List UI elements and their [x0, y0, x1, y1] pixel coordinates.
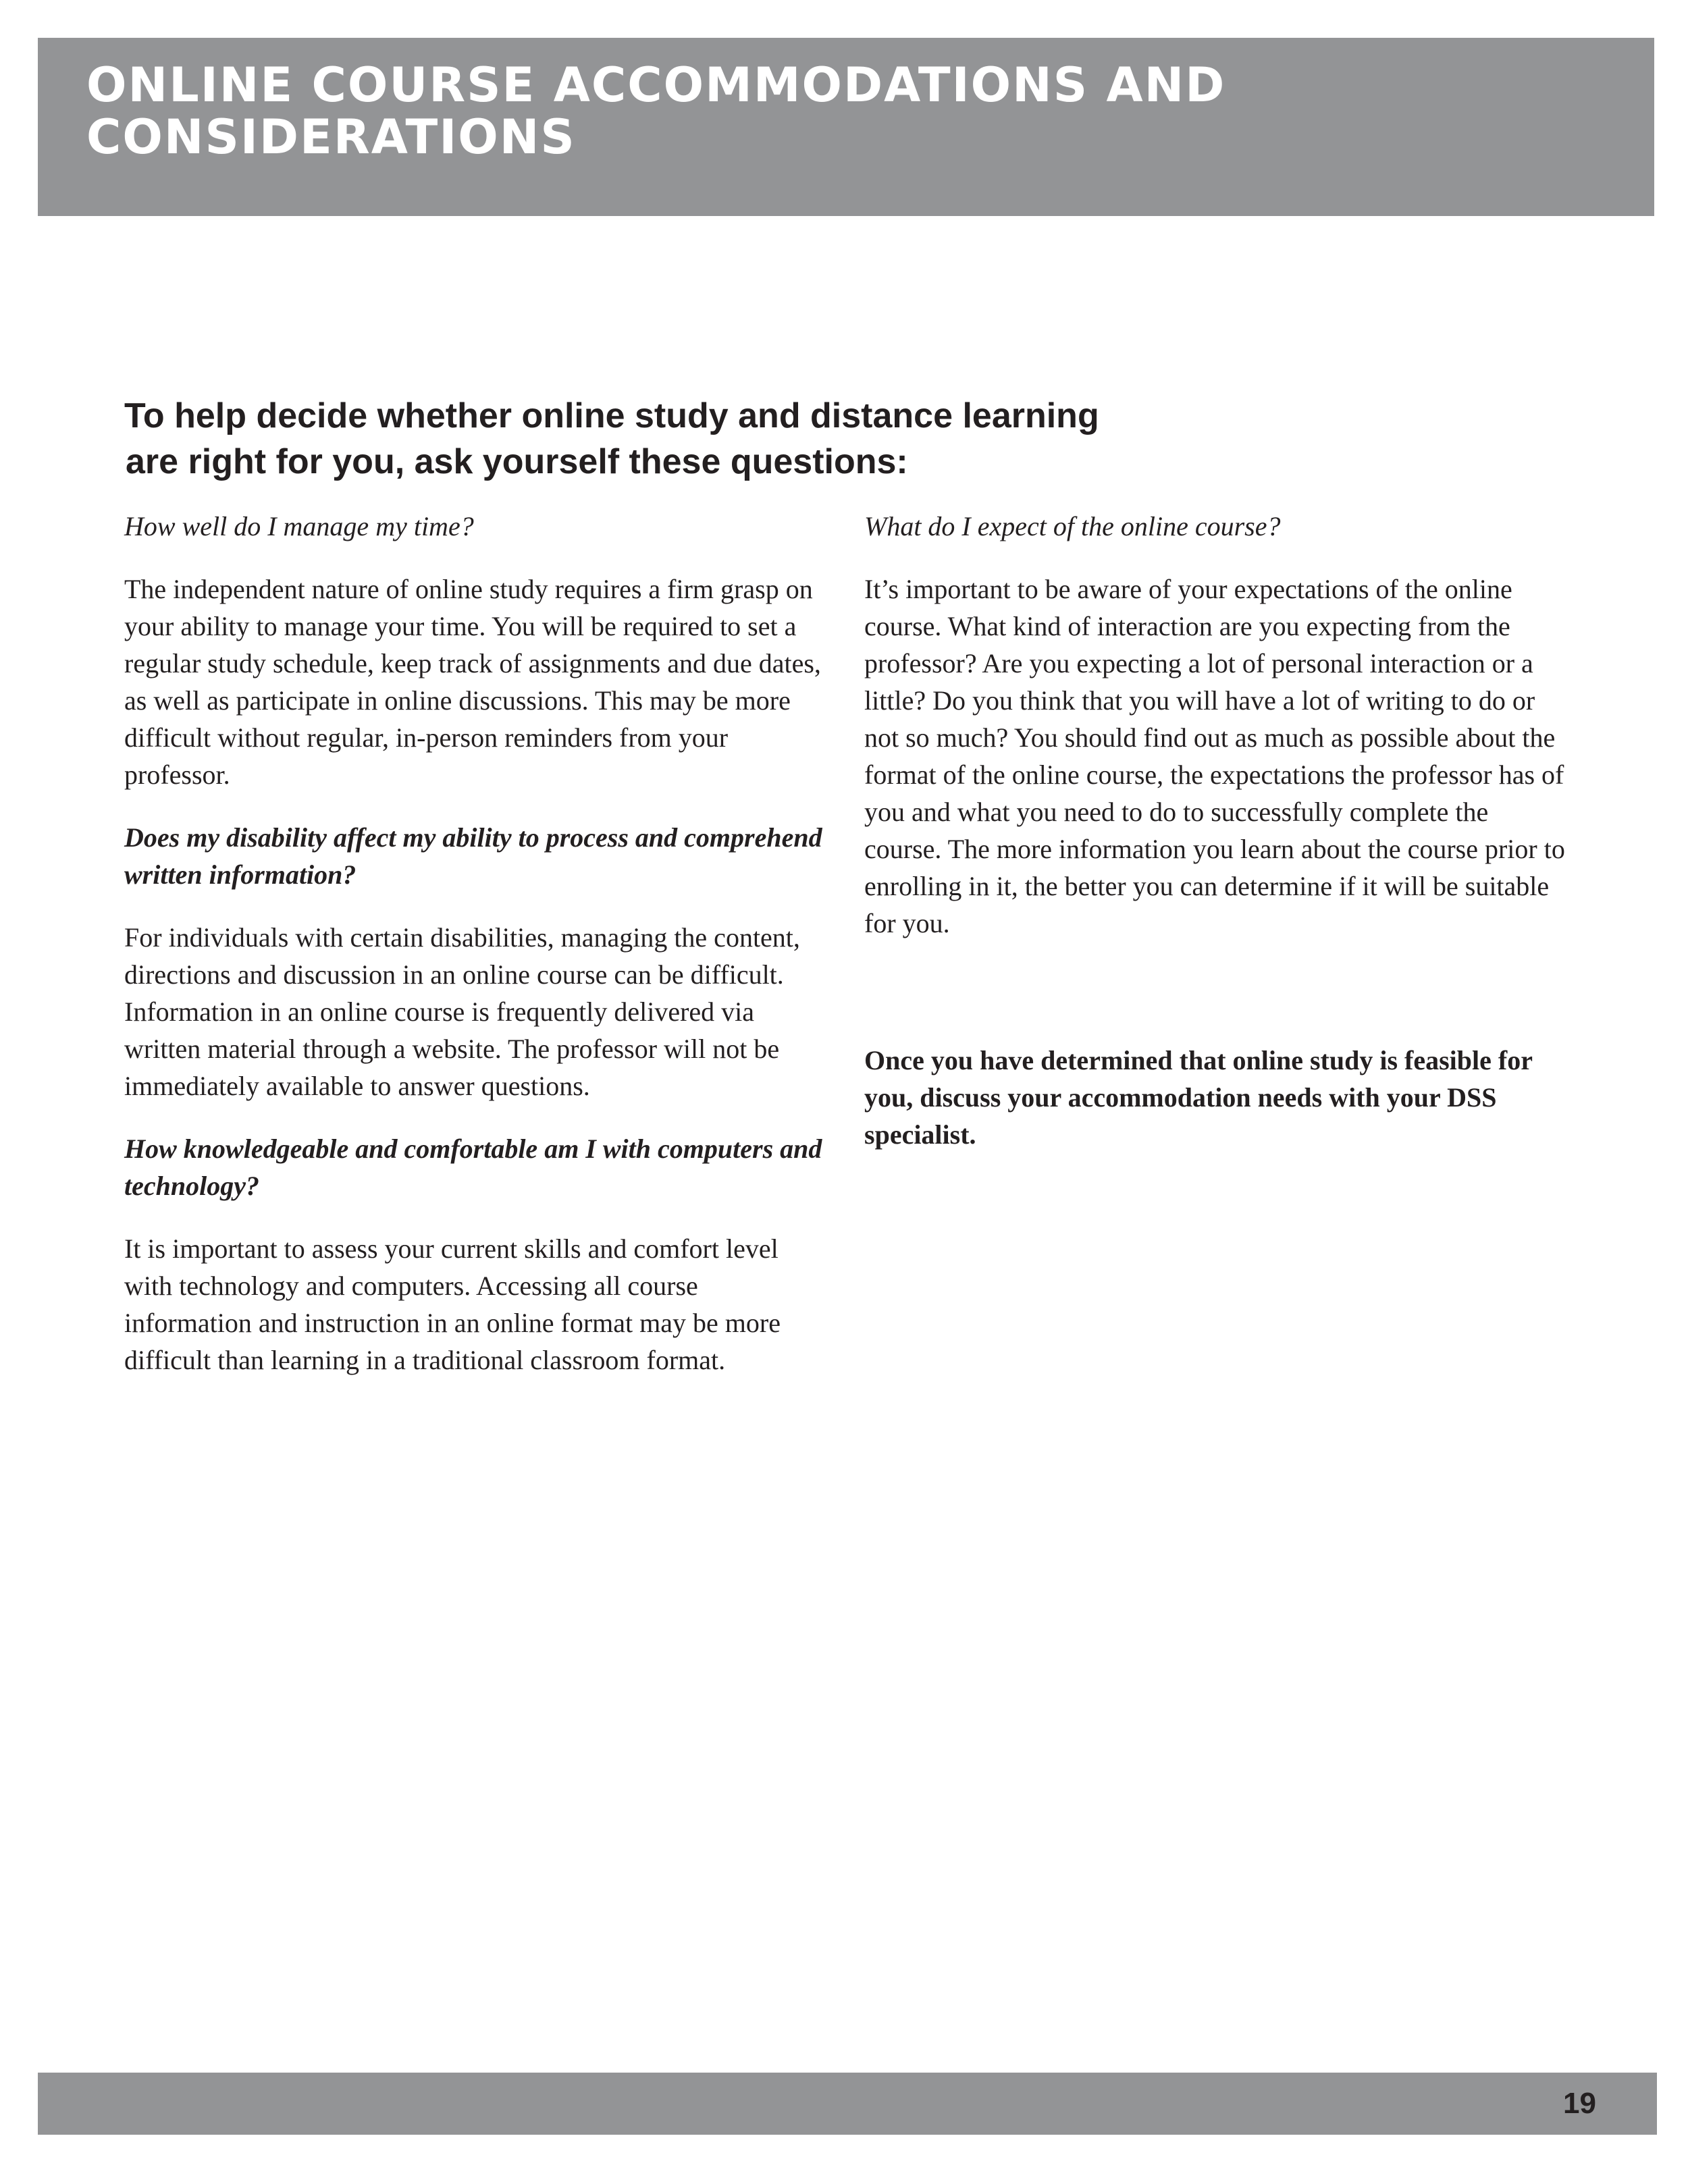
left-column [124, 508, 826, 1404]
right-column [864, 508, 1566, 1153]
page-number: 19 [1563, 2087, 1596, 2120]
page-title-line-2: CONSIDERATIONS [86, 109, 576, 165]
lead-heading-line-2: are right for you, ask yourself these questions: [126, 442, 908, 481]
question-course-expectations: What do I expect of the online course? [864, 511, 1281, 541]
question-time-management: How well do I manage my time? [124, 511, 474, 541]
question-technology-comfort: How knowledgeable and comfortable am I with computers and technology? [124, 1134, 822, 1201]
page-title [86, 59, 1572, 163]
answer-technology-comfort: It is important to assess your current skills and comfort level with technology and computers. Accessing all course information and instruction in an online format may be more difficult than learning in a traditional classroom format. [124, 1233, 781, 1375]
page-title-line-1: ONLINE COURSE ACCOMMODATIONS AND [86, 57, 1226, 113]
lead-heading [124, 393, 1137, 485]
answer-time-management: The independent nature of online study requires a firm grasp on your ability to manage your time. You will be required to set a regular study schedule, keep track of assignments and due dates, as well as participate in online discussions. This may be more difficult without regular, in-person reminders from your professor. [124, 574, 821, 790]
question-written-information: Does my disability affect my ability to process and comprehend written information? [124, 822, 822, 890]
lead-heading-line-1: To help decide whether online study and distance learning [124, 396, 1099, 435]
footer-band [38, 2073, 1657, 2135]
closing-note: Once you have determined that online study is feasible for you, discuss your accommodation needs with your DSS specialist. [864, 1045, 1533, 1150]
answer-course-expectations: It’s important to be aware of your expectations of the online course. What kind of interaction are you expecting from the professor? Are you expecting a lot of personal interaction or a little? Do you think that you will have a lot of writing to do or not so much? You should find out as much as possible about the format of the online course, the expectations the professor has of you and what you need to do to successfully complete the course. The more information you learn about the course prior to enrolling in it, the better you can determine if it will be suitable for you. [864, 574, 1565, 938]
answer-written-information: For individuals with certain disabilities, managing the content, directions and discussion in an online course can be difficult. Information in an online course is frequently delivered via written material through a website. The professor will not be immediately available to answer questions. [124, 922, 800, 1101]
